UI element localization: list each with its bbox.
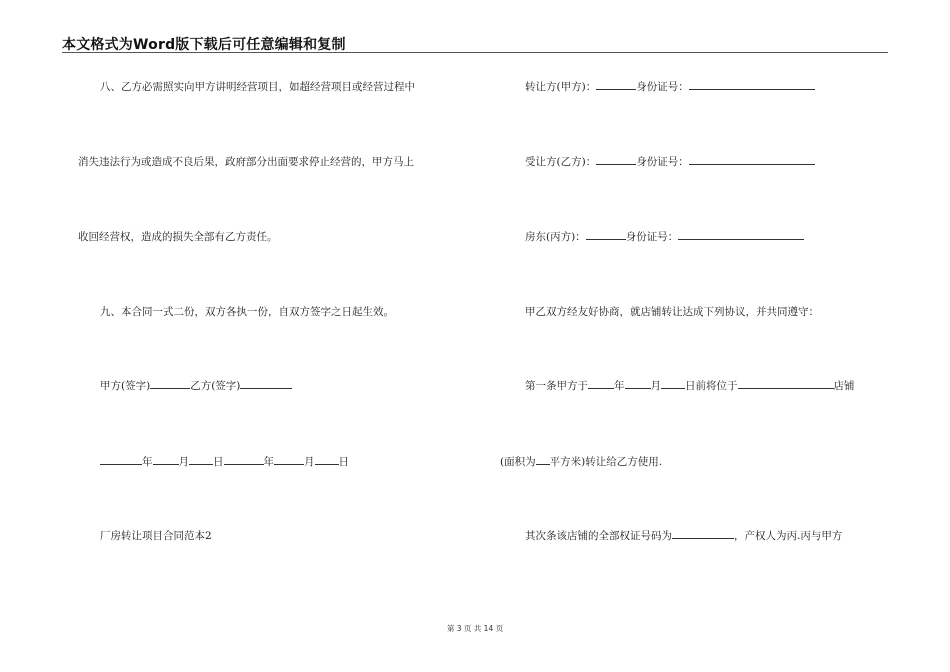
landlord-id-blank xyxy=(678,230,804,240)
party-a-month-label: 月 xyxy=(178,456,189,468)
article-1-area-label: (面积为 xyxy=(500,456,536,468)
article-2-start: 其次条该店铺的全部权证号码为 xyxy=(525,530,672,542)
landlord-label: 房东(丙方)： xyxy=(525,231,586,243)
landlord-name-blank xyxy=(586,230,626,240)
article-2-end: ，产权人为丙.丙与甲方 xyxy=(734,530,843,542)
article-2-line-1 xyxy=(525,529,842,543)
party-a-year-blank xyxy=(100,455,142,465)
article-1-year-label: 年 xyxy=(614,380,625,392)
article-1-location-blank xyxy=(738,379,834,389)
transferee-label: 受让方(乙方)： xyxy=(525,156,597,168)
article-1-month-blank xyxy=(625,379,651,389)
transferor-label: 转让方(甲方)： xyxy=(525,81,597,93)
article-1-line-2 xyxy=(500,455,662,469)
article-1-area-blank xyxy=(536,455,550,465)
article-2-cert-blank xyxy=(672,529,734,539)
article-1-shop-label: 店铺 xyxy=(833,380,855,392)
party-a-signature-label: 甲方(签字) xyxy=(100,380,151,392)
article-1-day-blank xyxy=(661,379,685,389)
party-a-day-blank xyxy=(189,455,213,465)
header-divider xyxy=(62,52,888,53)
clause-8-line-2: 消失违法行为或造成不良后果，政府部分出面要求停止经营的，甲方马上 xyxy=(78,156,414,168)
sample-title: 厂房转让项目合同范本2 xyxy=(100,530,212,542)
transferor-id-label: 身份证号： xyxy=(636,81,689,93)
party-b-day-blank xyxy=(315,455,339,465)
landlord-id-label: 身份证号： xyxy=(625,231,679,243)
transferee-id-blank xyxy=(689,155,815,165)
party-a-day-label: 日 xyxy=(213,456,224,468)
article-1-day-text: 日前将位于 xyxy=(685,380,738,392)
party-b-signature-label: 乙方(签字) xyxy=(190,380,241,392)
transferor-id-blank xyxy=(689,80,815,90)
article-1-year-blank xyxy=(588,379,614,389)
party-b-month-label: 月 xyxy=(304,456,315,468)
landlord-line xyxy=(525,230,804,244)
article-1-area-text: 平方米)转让给乙方使用. xyxy=(549,456,663,468)
party-b-month-blank xyxy=(274,455,304,465)
party-a-month-blank xyxy=(153,455,179,465)
clause-8-line-1: 八、乙方必需照实向甲方讲明经营项目，如超经营项目或经营过程中 xyxy=(100,81,415,93)
party-a-signature-blank xyxy=(150,379,190,389)
page-number: 第 3 页 共 14 页 xyxy=(446,624,504,633)
transferee-name-blank xyxy=(596,155,636,165)
article-1-month-label: 月 xyxy=(650,380,661,392)
clause-8-line-3: 收回经营权，造成的损失全部有乙方责任。 xyxy=(78,231,278,243)
agreement-intro: 甲乙双方经友好协商，就店铺转让达成下列协议，并共同遵守： xyxy=(525,306,819,318)
party-b-day-label: 日 xyxy=(338,456,349,468)
clause-9: 九、本合同一式二份，双方各执一份，自双方签字之日起生效。 xyxy=(100,306,394,318)
party-b-signature-blank xyxy=(240,379,292,389)
article-1-line-1 xyxy=(525,379,855,393)
transferor-line xyxy=(525,80,815,94)
transferor-name-blank xyxy=(596,80,636,90)
party-a-year-label: 年 xyxy=(142,456,153,468)
transferee-line xyxy=(525,155,815,169)
transferee-id-label: 身份证号： xyxy=(636,156,689,168)
article-1-start: 第一条甲方于 xyxy=(525,380,588,392)
document-header-title: 本文格式为Word版下载后可任意编辑和复制 xyxy=(62,37,346,53)
party-b-year-label: 年 xyxy=(263,456,274,468)
signature-line xyxy=(100,379,292,393)
party-b-year-blank xyxy=(224,455,264,465)
signing-dates-line xyxy=(100,455,349,469)
